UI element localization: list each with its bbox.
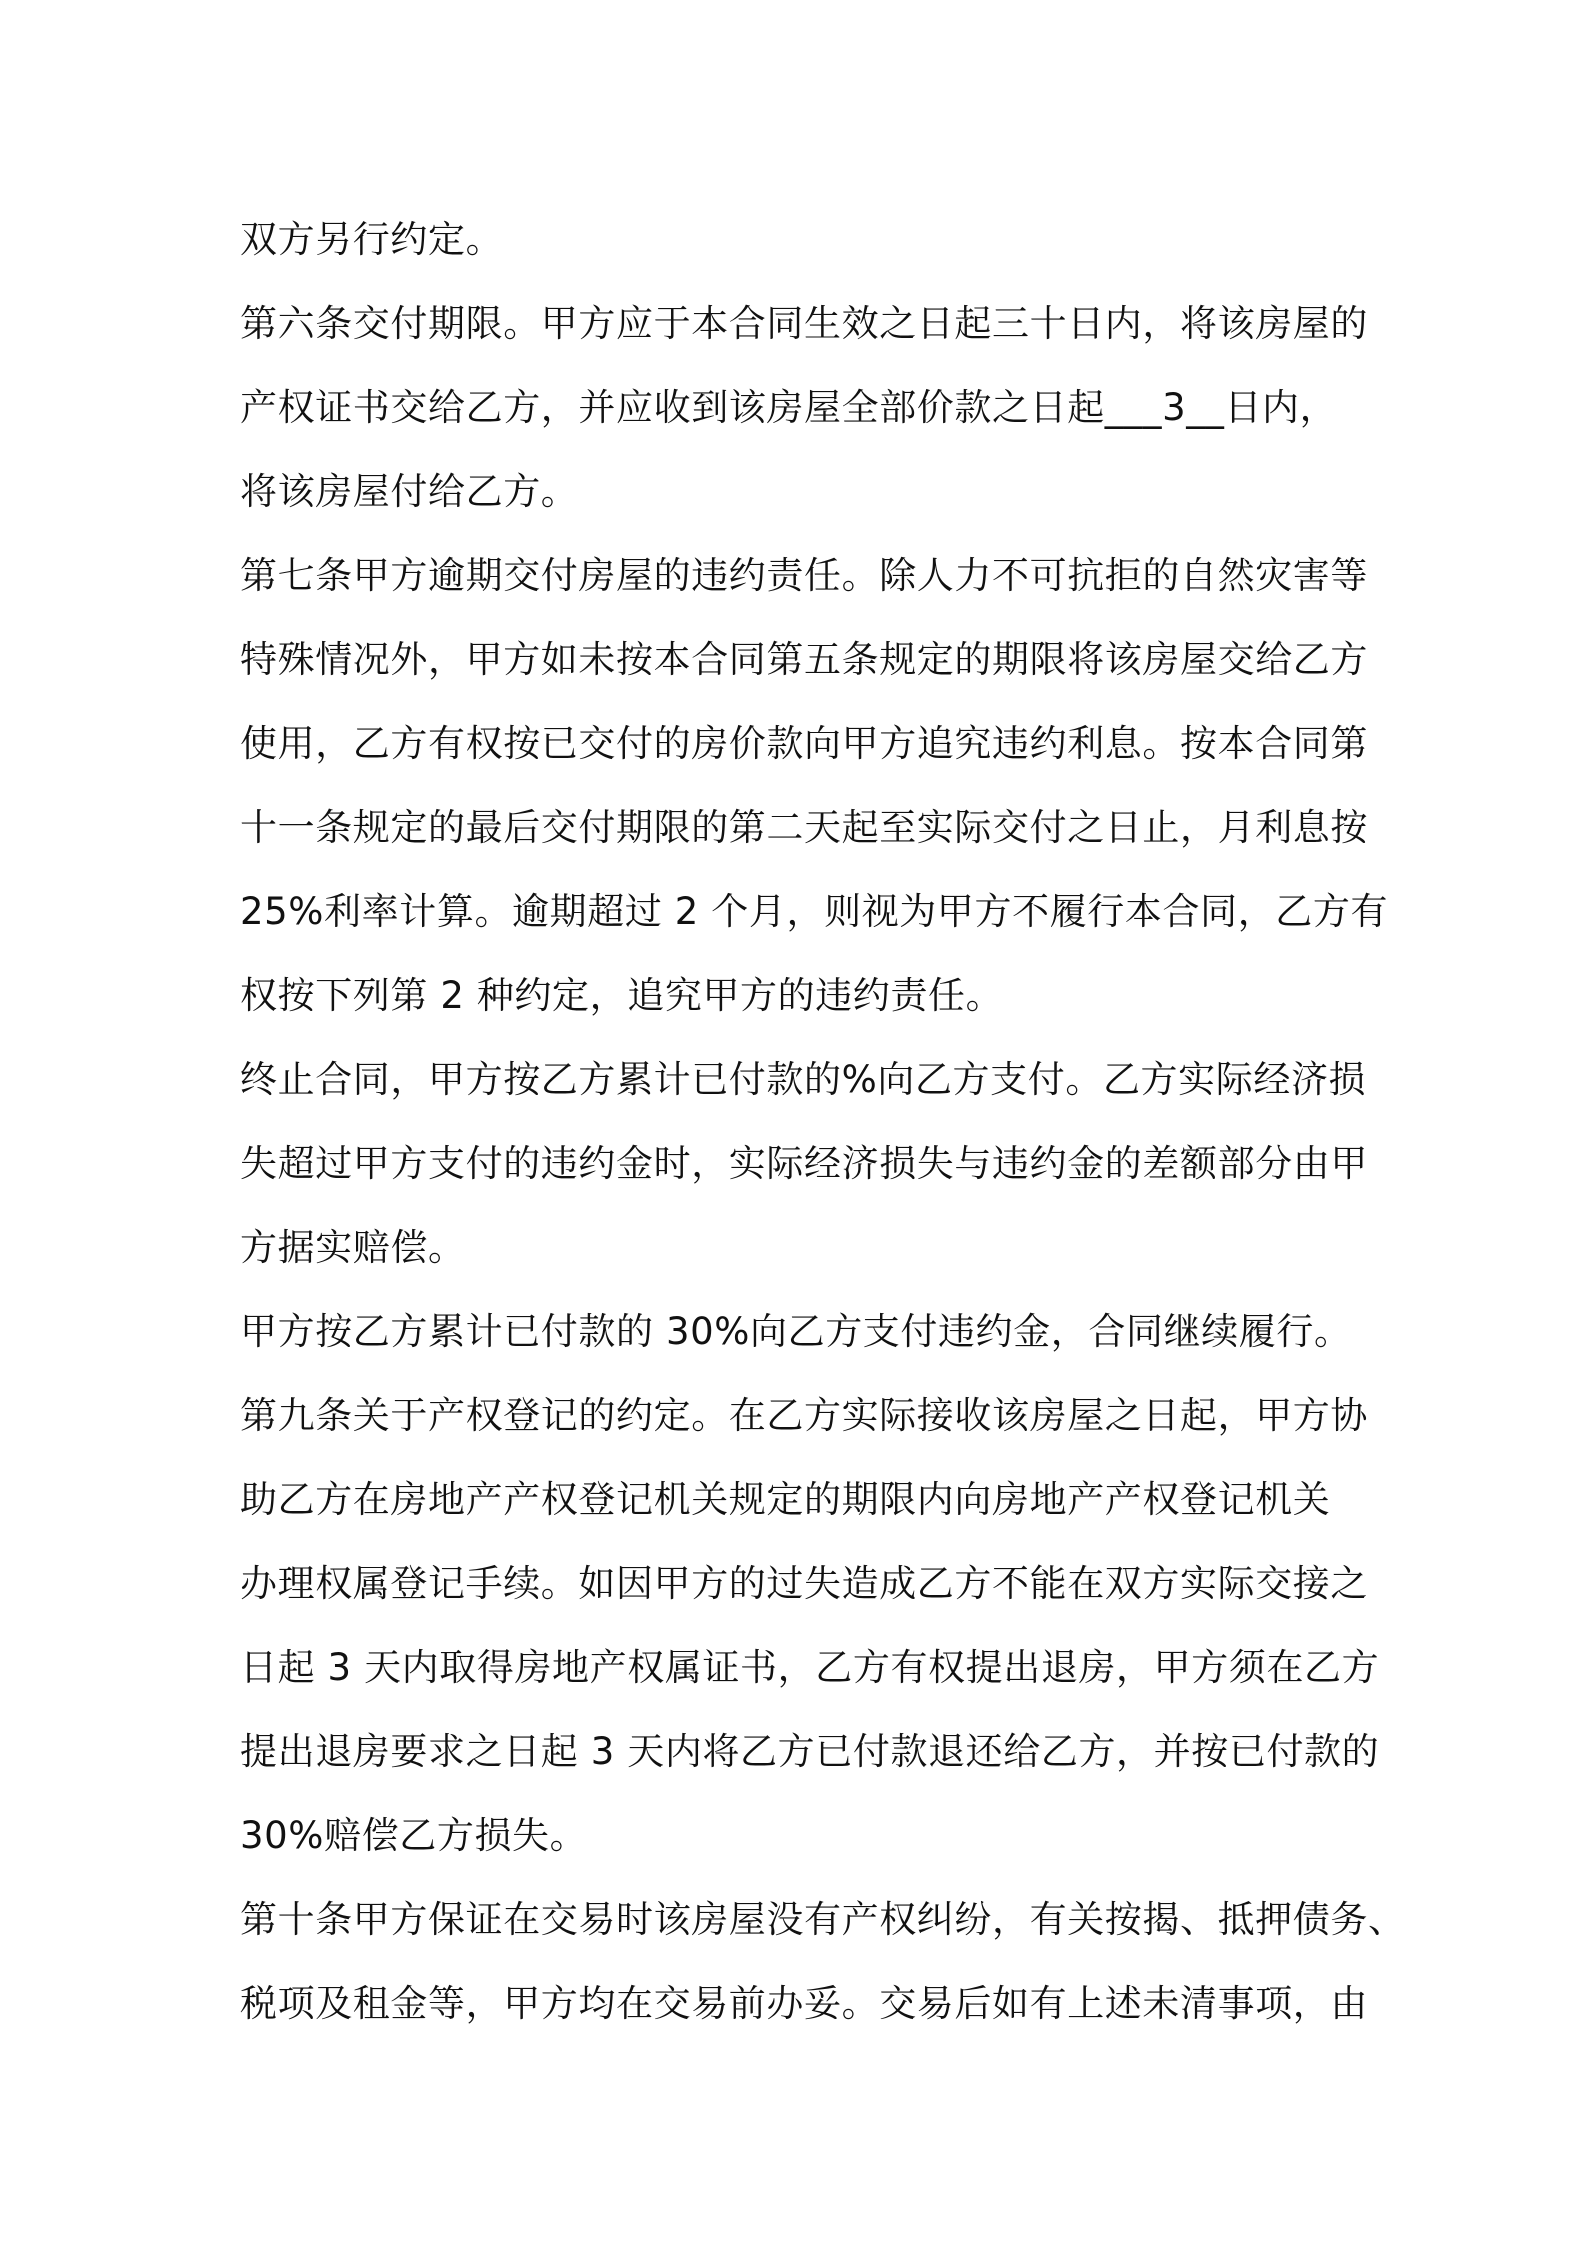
text-line: 将该房屋付给乙方。 [240, 470, 579, 513]
text-line: 十一条规定的最后交付期限的第二天起至实际交付之日止，月利息按 [240, 806, 1368, 849]
text-line: 第七条甲方逾期交付房屋的违约责任。除人力不可抗拒的自然灾害等 [240, 554, 1368, 597]
text-line: 提出退房要求之日起 3 天内将乙方已付款退还给乙方，并按已付款的 [240, 1730, 1380, 1773]
text-line: 第九条关于产权登记的约定。在乙方实际接收该房屋之日起，甲方协 [240, 1394, 1368, 1437]
text-line: 第十条甲方保证在交易时该房屋没有产权纠纷，有关按揭、抵押债务、 [240, 1898, 1406, 1941]
text-line: 日起 3 天内取得房地产权属证书，乙方有权提出退房，甲方须在乙方 [240, 1646, 1380, 1689]
text-line: 产权证书交给乙方，并应收到该房屋全部价款之日起___3__日内， [240, 386, 1338, 429]
text-line: 税项及租金等，甲方均在交易前办妥。交易后如有上述未清事项，由 [240, 1982, 1368, 2025]
text-line: 25%利率计算。逾期超过 2 个月，则视为甲方不履行本合同，乙方有 [240, 890, 1389, 933]
contract-text [240, 198, 1406, 2046]
text-line: 权按下列第 2 种约定，追究甲方的违约责任。 [240, 974, 1004, 1017]
text-line: 失超过甲方支付的违约金时，实际经济损失与违约金的差额部分由甲 [240, 1142, 1368, 1185]
text-line: 终止合同，甲方按乙方累计已付款的%向乙方支付。乙方实际经济损 [240, 1058, 1367, 1101]
text-line: 甲方按乙方累计已付款的 30%向乙方支付违约金，合同继续履行。 [240, 1310, 1352, 1353]
text-line: 助乙方在房地产产权登记机关规定的期限内向房地产产权登记机关 [240, 1478, 1331, 1521]
text-line: 使用，乙方有权按已交付的房价款向甲方追究违约利息。按本合同第 [240, 722, 1368, 765]
text-line: 双方另行约定。 [240, 218, 504, 261]
text-line: 方据实赔偿。 [240, 1226, 466, 1269]
text-line: 办理权属登记手续。如因甲方的过失造成乙方不能在双方实际交接之 [240, 1562, 1368, 1605]
text-line: 30%赔偿乙方损失。 [240, 1814, 588, 1857]
text-line: 特殊情况外，甲方如未按本合同第五条规定的期限将该房屋交给乙方 [240, 638, 1368, 681]
text-line: 第六条交付期限。甲方应于本合同生效之日起三十日内，将该房屋的 [240, 302, 1368, 345]
